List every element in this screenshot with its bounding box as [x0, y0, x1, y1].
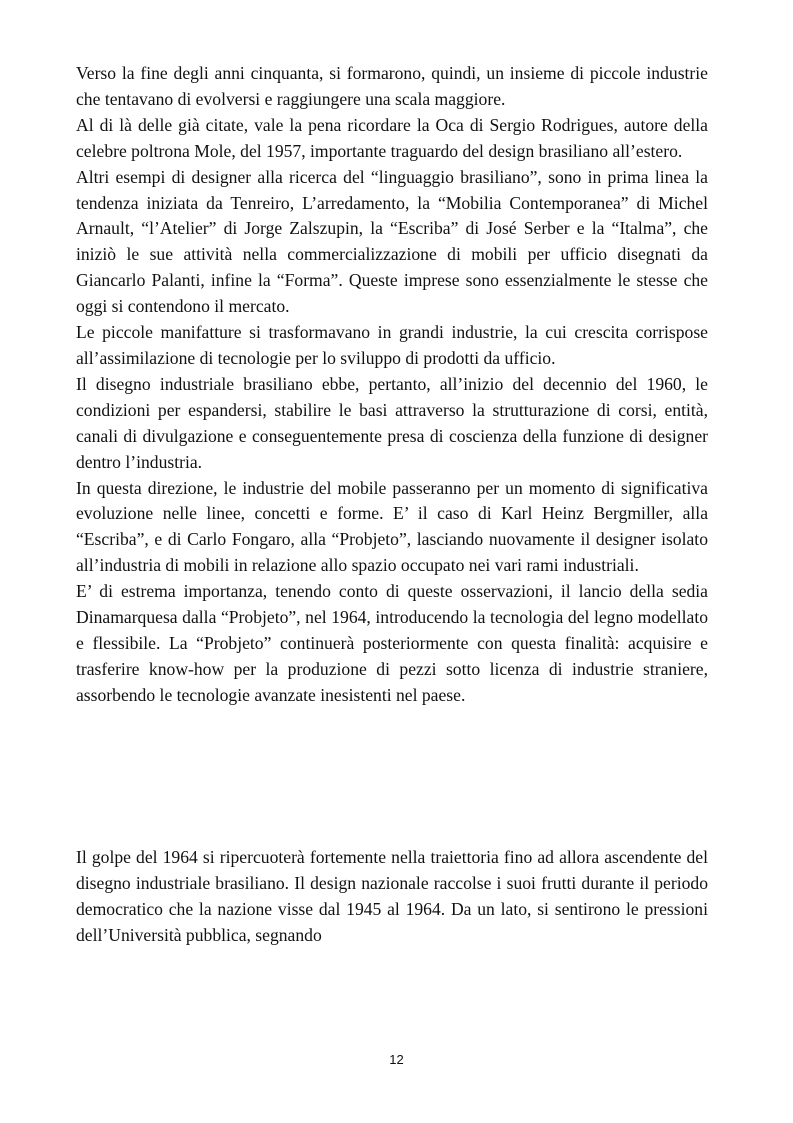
paragraph: In questa direzione, le industrie del mobile passeranno per un momento di significativa evoluzione nelle linee, concetti e forme. E’ il caso di Karl Heinz Bergmiller, alla “Escriba”, e di Carlo Fongaro, alla “Probjeto”, lasciando nuovamente il designer isolato all’industria di mobili in relazione allo spazio occupato nei vari rami industriali.	[76, 477, 708, 576]
paragraph: Altri esempi di designer alla ricerca del “linguaggio brasiliano”, sono in prima linea la tendenza iniziata da Tenreiro, L’arredamento, la “Mobilia Contemporanea” di Michel Arnault, “l’Atelier” di Jorge Zalszupin, la “Escriba” di José Serber e la “Italma”, che iniziò le sue attività nella commercializzazione di mobili per ufficio disegnati da Giancarlo Palanti, infine la “Forma”. Queste imprese sono essenzialmente le stesse che oggi si contendono il mercato.	[76, 166, 708, 317]
paragraph: Verso la fine degli anni cinquanta, si formarono, quindi, un insieme di piccole industrie che tentavano di evolversi e raggiungere una scala maggiore.	[76, 63, 708, 109]
body-text-section-2	[76, 845, 708, 949]
paragraph: Il golpe del 1964 si ripercuoterà fortemente nella traiettoria fino ad allora ascendente del disegno industriale brasiliano. Il design nazionale raccolse i suoi frutti durante il periodo democratico che la nazione visse dal 1945 al 1964. Da un lato, si sentirono le pressioni dell’Università pubblica, segnando	[76, 847, 708, 945]
body-text-section-1	[76, 61, 708, 709]
paragraph: Il disegno industriale brasiliano ebbe, pertanto, all’inizio del decennio del 1960, le condizioni per espandersi, stabilire le basi attraverso la strutturazione di corsi, entità, canali di divulgazione e conseguentemente presa di coscienza della funzione di designer dentro l’industria.	[76, 373, 708, 472]
paragraph: Le piccole manifatture si trasformavano in grandi industrie, la cui crescita corrispose all’assimilazione di tecnologie per lo sviluppo di prodotti da ufficio.	[76, 322, 708, 368]
paragraph: Al di là delle già citate, vale la pena ricordare la Oca di Sergio Rodrigues, autore della celebre poltrona Mole, del 1957, importante traguardo del design brasiliano all’estero.	[76, 114, 708, 161]
paragraph: E’ di estrema importanza, tenendo conto di queste osservazioni, il lancio della sedia Dinamarquesa dalla “Probjeto”, nel 1964, introducendo la tecnologia del legno modellato e flessibile. La “Probjeto” continuerà posteriormente con questa finalità: acquisire e trasferire know-how per la produzione di pezzi sotto licenza di industrie straniere, assorbendo le tecnologie avanzate inesistenti nel paese.	[76, 581, 708, 705]
page-number: 12	[389, 1052, 404, 1067]
